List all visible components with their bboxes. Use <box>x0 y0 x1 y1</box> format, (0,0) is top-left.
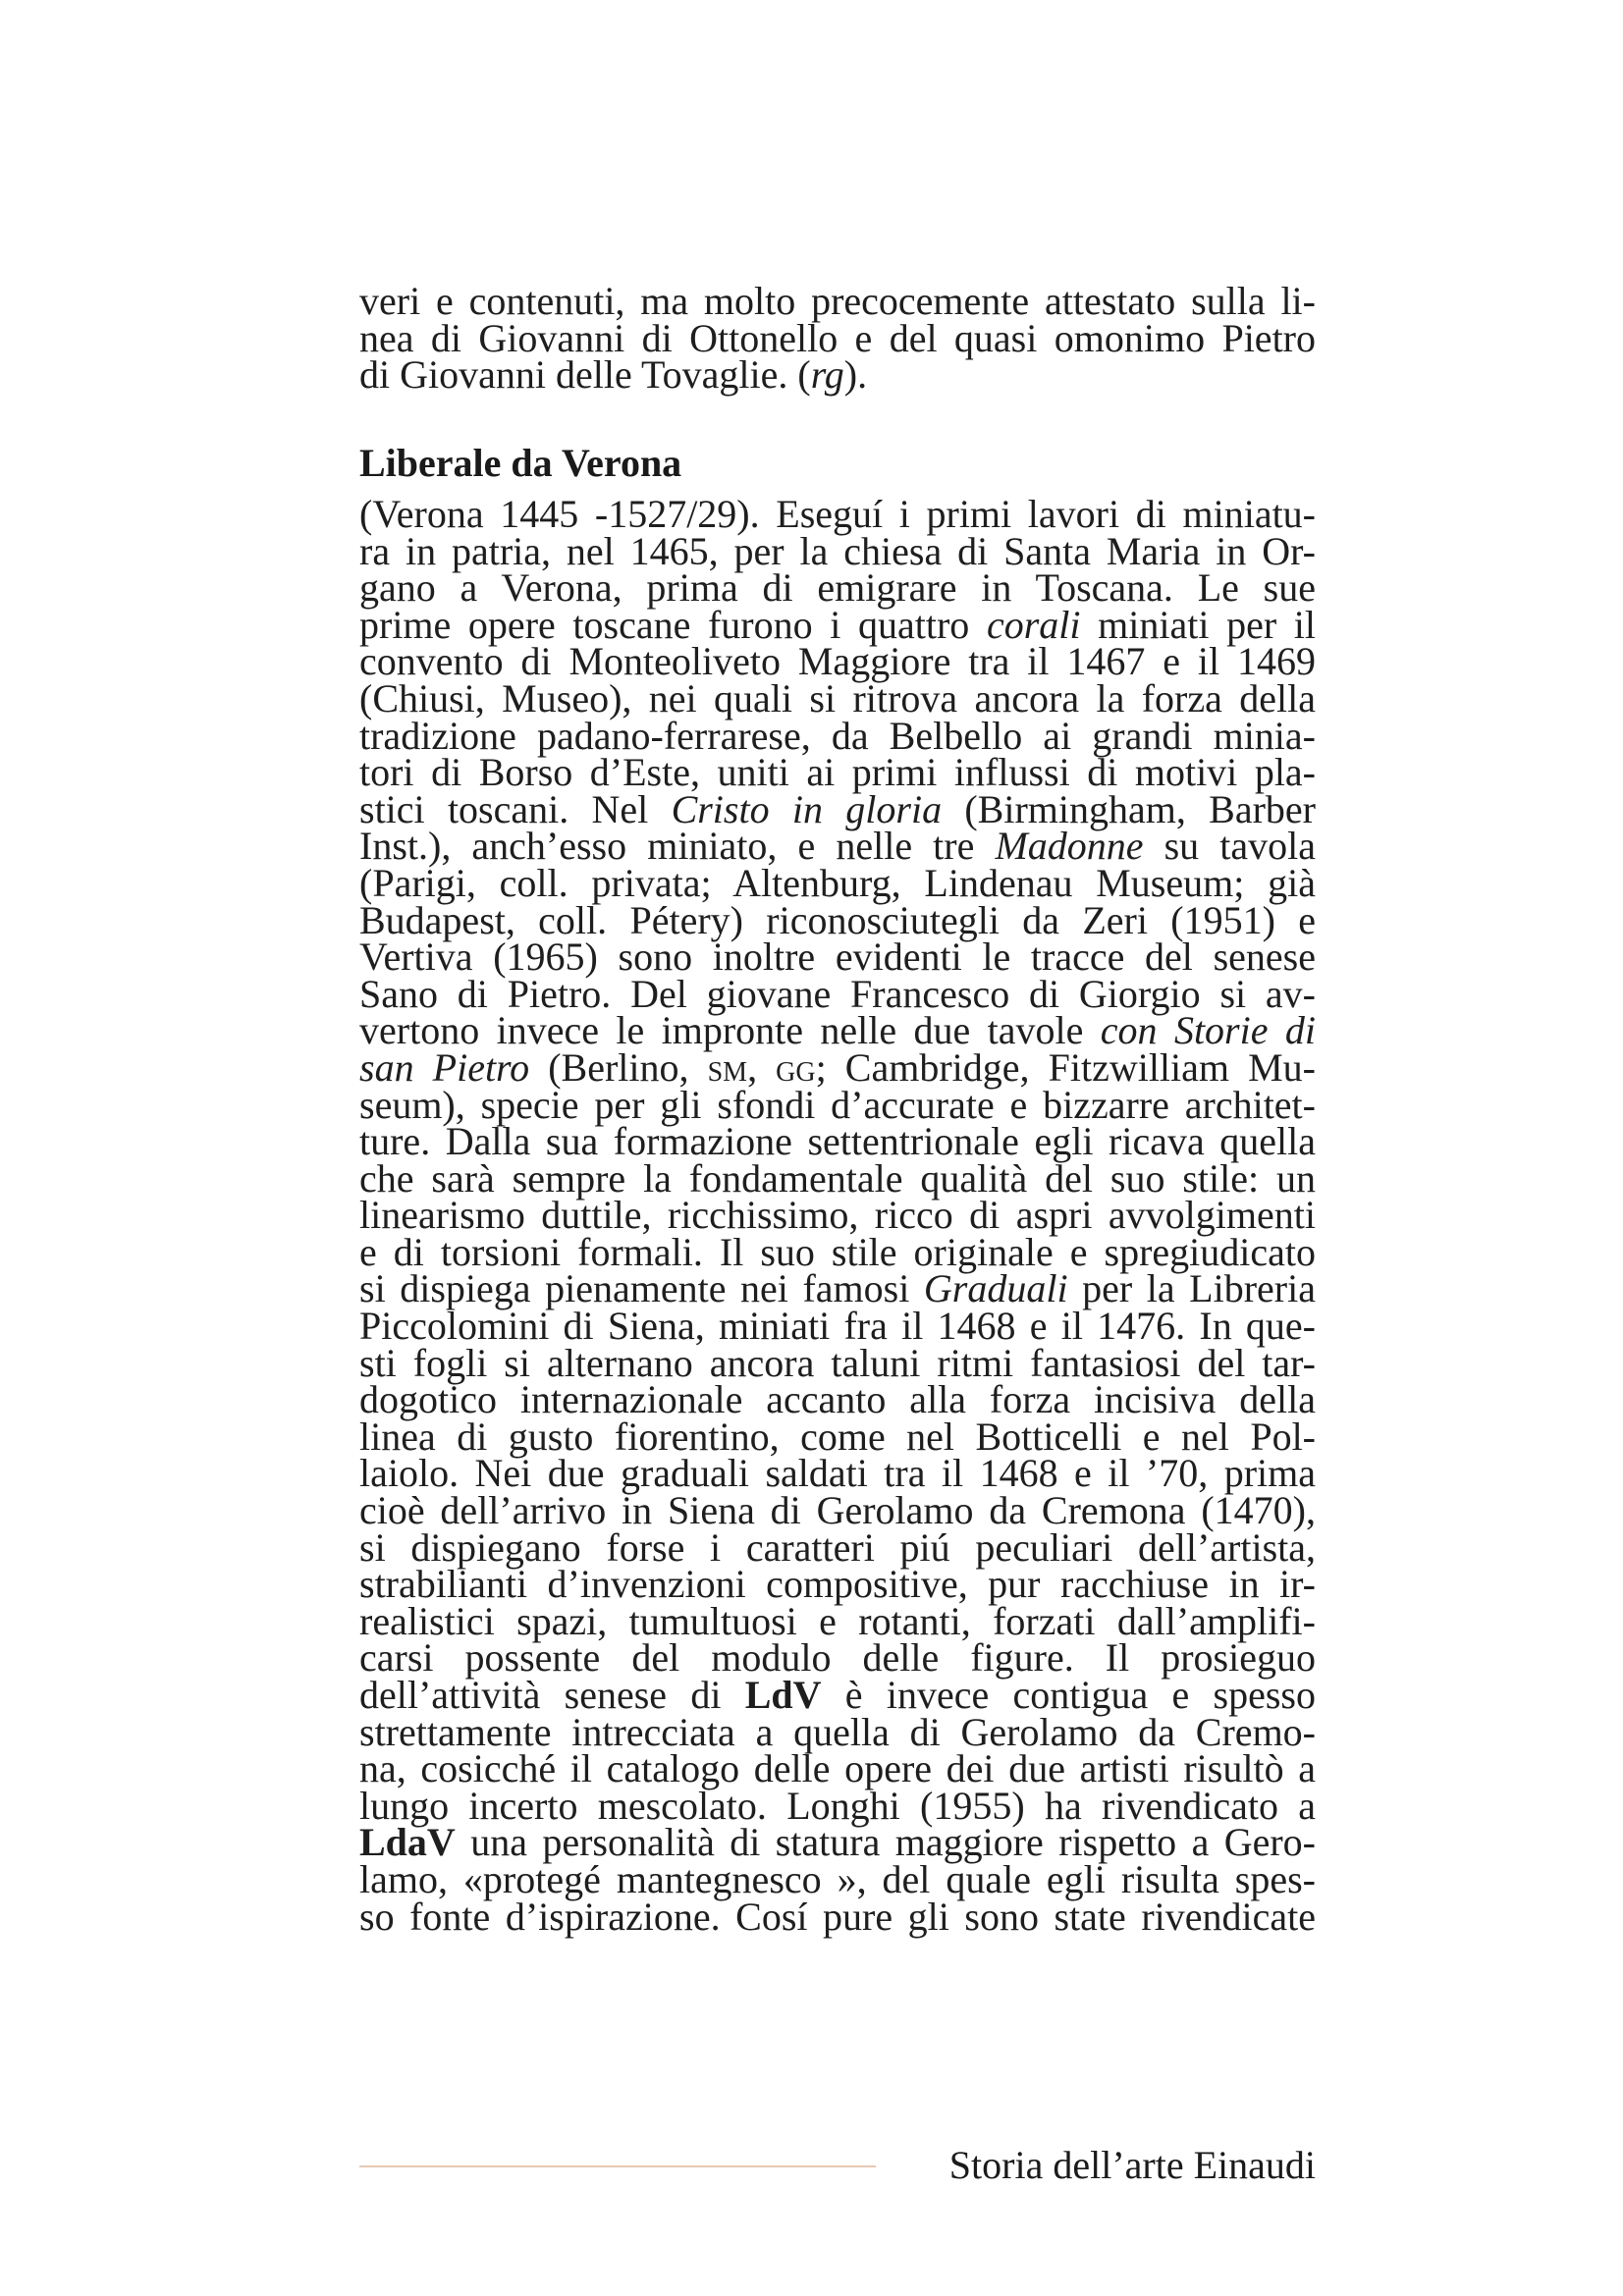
body-line: lungo incerto mescolato. Longhi (1955) ha rivendicato a <box>359 1783 1316 1828</box>
italic-term: corali <box>986 602 1081 647</box>
body-line: laiolo. Nei due graduali saldati tra il 1468 e il ’70, prima <box>359 1451 1316 1496</box>
body-line: sti fogli si alternano ancora taluni ritmi fantasiosi del tar- <box>359 1340 1316 1385</box>
entry-body <box>359 492 1317 1939</box>
body-line: che sarà sempre la fondamentale qualità del suo stile: un <box>359 1155 1316 1201</box>
intro-line-1: veri e contenuti, ma molto precocemente attestato sulla li- <box>359 279 1316 323</box>
italic-term: Cristo in gloria <box>671 786 943 831</box>
body-line: linea di gusto fiorentino, come nel Botticelli e nel Pol- <box>359 1414 1316 1459</box>
body-line <box>359 1673 1316 1717</box>
text-run: Inst.), anch’esso miniato, e nelle tre <box>359 824 996 869</box>
body-line: Sano di Pietro. Del giovane Francesco di Giorgio si av- <box>359 971 1316 1016</box>
intro-line-3 <box>359 352 1316 398</box>
text-run: per la Libreria <box>1067 1266 1316 1311</box>
body-line: Piccolomini di Siena, miniati fra il 1468 e il 1476. In que- <box>359 1304 1316 1349</box>
intro-line-3-end: ). <box>843 352 868 398</box>
body-line: ture. Dalla sua formazione settentrionale egli ricava quella <box>359 1119 1316 1164</box>
small-caps-abbrev: gg <box>776 1044 816 1090</box>
body-line: (Verona 1445 -1527/29). Eseguí i primi lavori di miniatu- <box>359 492 1316 536</box>
body-line: strabilianti d’invenzioni compositive, pur racchiuse in ir- <box>359 1562 1316 1607</box>
author-initials: rg <box>810 352 844 398</box>
body-line: seum), specie per gli sfondi d’accurate e bizzarre architet- <box>359 1082 1316 1127</box>
text-run: stici toscani. Nel <box>359 786 672 831</box>
body-line: lamo, «protegé mantegnesco », del quale egli risulta spes- <box>359 1856 1316 1901</box>
italic-term: con Storie di <box>1100 1008 1316 1053</box>
footer-rule <box>359 2165 876 2167</box>
text-run: su tavola <box>1143 824 1316 869</box>
text-run: (Birmingham, Barber <box>942 786 1316 831</box>
italic-term: san Pietro <box>359 1044 530 1090</box>
body-line: cioè dell’arrivo in Siena di Gerolamo da Cremona (1470), <box>359 1488 1316 1533</box>
body-line: carsi possente del modulo delle figure. Il prosieguo <box>359 1635 1316 1681</box>
text-run: è invece contigua e spesso <box>821 1673 1316 1717</box>
body-line: convento di Monteoliveto Maggiore tra il 1467 e il 1469 <box>359 639 1316 684</box>
text-run: miniati per il <box>1080 602 1317 647</box>
body-line: na, cosicché il catalogo delle opere dei due artisti risultò a <box>359 1746 1316 1791</box>
body-line: e di torsioni formali. Il suo stile originale e spregiudicato <box>359 1229 1316 1274</box>
intro-line-3-text: di Giovanni delle Tovaglie. ( <box>359 352 811 398</box>
body-line <box>359 1820 1316 1865</box>
body-line: Vertiva (1965) sono inoltre evidenti le tracce del senese <box>359 934 1316 980</box>
body-line: Budapest, coll. Pétery) riconosciutegli da Zeri (1951) e <box>359 897 1316 942</box>
body-line: realistici spazi, tumultuosi e rotanti, forzati dall’amplifi- <box>359 1598 1316 1643</box>
text-run: ; Cambridge, Fitzwilliam Mu- <box>815 1044 1316 1090</box>
body-line <box>359 1266 1316 1311</box>
body-line: (Chiusi, Museo), nei quali si ritrova ancora la forza della <box>359 675 1316 721</box>
footer-publication-title: Storia dell’arte Einaudi <box>948 2143 1316 2187</box>
body-line: tradizione padano-ferrarese, da Belbello ai grandi minia- <box>359 713 1316 758</box>
bold-abbrev: LdaV <box>359 1820 456 1865</box>
italic-term: Graduali <box>923 1266 1068 1311</box>
bold-abbrev: LdV <box>744 1673 822 1717</box>
body-line: so fonte d’ispirazione. Cosí pure gli sono state rivendicate <box>359 1894 1316 1939</box>
body-line: (Parigi, coll. privata; Altenburg, Lindenau Museum; già <box>359 860 1316 905</box>
body-line: strettamente intrecciata a quella di Gerolamo da Cremo- <box>359 1709 1316 1754</box>
italic-term: Madonne <box>995 824 1144 869</box>
text-run: si dispiega pienamente nei famosi <box>359 1266 924 1311</box>
body-line <box>359 786 1316 831</box>
text-run: , <box>747 1044 777 1090</box>
text-run: (Berlino, <box>529 1044 708 1090</box>
body-line: ra in patria, nel 1465, per la chiesa di Santa Maria in Or- <box>359 528 1316 573</box>
body-line: linearismo duttile, ricchissimo, ricco di aspri avvolgimenti <box>359 1193 1316 1238</box>
text-run: vertono invece le impronte nelle due tavole <box>359 1008 1101 1053</box>
body-line: dogotico internazionale accanto alla forza incisiva della <box>359 1377 1316 1422</box>
intro-line-2: nea di Giovanni di Ottonello e del quasi omonimo Pietro <box>359 315 1316 360</box>
body-line <box>359 1008 1316 1053</box>
body-line <box>359 824 1316 869</box>
text-run: prime opere toscane furono i quattro <box>359 602 987 647</box>
body-line: si dispiegano forse i caratteri piú peculiari dell’artista, <box>359 1524 1316 1570</box>
text-run: dell’attività senese di <box>359 1673 745 1717</box>
entry-title: Liberale da Verona <box>359 441 682 485</box>
small-caps-abbrev: sm <box>707 1044 748 1090</box>
text-run: una personalità di statura maggiore rispetto a Gero- <box>455 1820 1316 1865</box>
intro-paragraph <box>359 279 1316 398</box>
body-line: tori di Borso d’Este, uniti ai primi influssi di motivi pla- <box>359 750 1316 795</box>
body-line <box>359 602 1317 647</box>
body-line: gano a Verona, prima di emigrare in Toscana. Le sue <box>359 565 1316 611</box>
body-line <box>359 1044 1316 1090</box>
